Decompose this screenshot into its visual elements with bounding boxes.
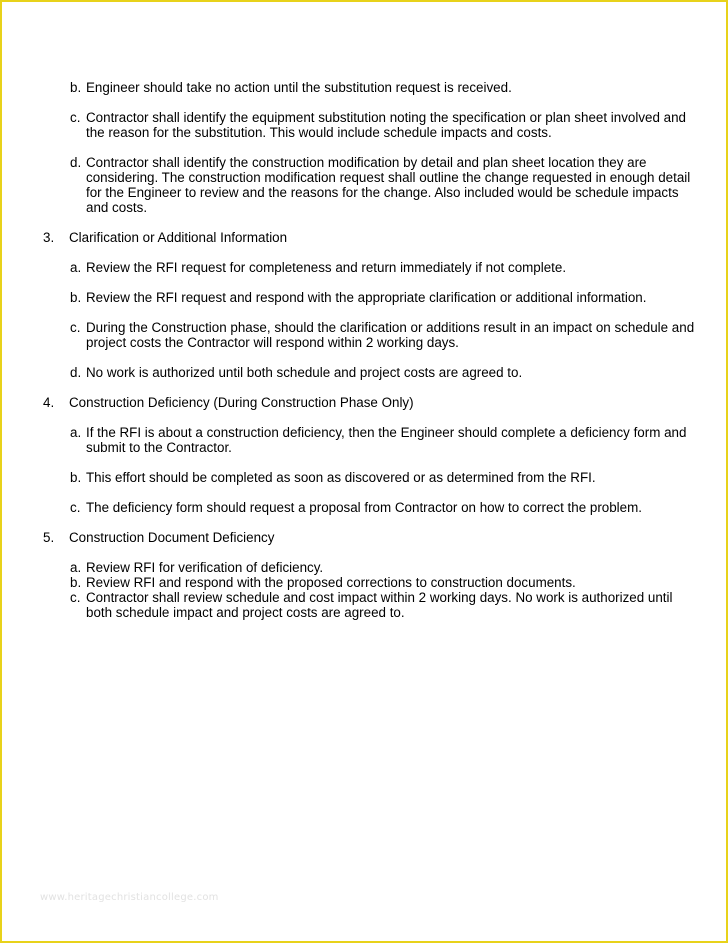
- section-3-heading: [43, 230, 728, 245]
- section-4-item-c: [70, 500, 698, 515]
- section-4-item-a: [70, 425, 698, 455]
- list-marker: a.: [70, 260, 82, 275]
- list-item-text: If the RFI is about a construction deficiency, then the Engineer should complete a deficiency form and submit to the Contractor.: [86, 425, 687, 455]
- section-number: 4.: [43, 395, 55, 410]
- list-marker: b.: [70, 470, 82, 485]
- section-title: Construction Deficiency (During Construction Phase Only): [69, 395, 414, 410]
- list-item-text: This effort should be completed as soon as discovered or as determined from the RFI.: [86, 470, 596, 485]
- section-title: Construction Document Deficiency: [69, 530, 275, 545]
- section-5-item-a: [70, 560, 698, 575]
- section-3-item-d: [70, 365, 698, 380]
- section-5-heading: [43, 530, 728, 545]
- list-marker: c.: [70, 500, 81, 515]
- list-marker: b.: [70, 575, 82, 590]
- list-marker: b.: [70, 290, 82, 305]
- list-item-text: Engineer should take no action until the substitution request is received.: [86, 80, 512, 95]
- list-marker: a.: [70, 560, 82, 575]
- list-marker: d.: [70, 365, 82, 380]
- section-5-item-b: [70, 575, 698, 590]
- document-body: [0, 80, 728, 620]
- section-number: 5.: [43, 530, 55, 545]
- section-title: Clarification or Additional Information: [69, 230, 288, 245]
- list-item-text: Review RFI for verification of deficiency.: [86, 560, 324, 575]
- list-item-text: Review RFI and respond with the proposed corrections to construction documents.: [86, 575, 576, 590]
- section-3-item-c: [70, 320, 698, 350]
- section-number: 3.: [43, 230, 55, 245]
- list-marker: a.: [70, 425, 82, 440]
- list-item-text: Contractor shall identify the construction modification by detail and plan sheet location they are considering. The construction modification request shall outline the change requested in enough detail for the Engineer to review and the reasons for the change. Also included would be schedule impacts and costs.: [86, 155, 691, 215]
- section-3-item-a: [70, 260, 698, 275]
- list-item-top-b: [70, 80, 698, 95]
- list-item-text: The deficiency form should request a proposal from Contractor on how to correct the problem.: [86, 500, 642, 515]
- list-item-text: No work is authorized until both schedule and project costs are agreed to.: [86, 365, 523, 380]
- list-marker: b.: [70, 80, 82, 95]
- list-item-top-d: [70, 155, 698, 215]
- section-4-heading: [43, 395, 728, 410]
- list-item-top-c: [70, 110, 698, 140]
- list-item-text: Review the RFI request and respond with the appropriate clarification or additional information.: [86, 290, 647, 305]
- list-marker: c.: [70, 110, 81, 125]
- section-3-item-b: [70, 290, 698, 305]
- list-item-text: Contractor shall identify the equipment substitution noting the specification or plan sheet involved and the reason for the substitution. This would include schedule impacts and costs.: [86, 110, 686, 140]
- list-item-text: Contractor shall review schedule and cost impact within 2 working days. No work is authorized until both schedule impact and project costs are agreed to.: [86, 590, 673, 620]
- list-marker: c.: [70, 320, 81, 335]
- watermark-text: www.heritagechristiancollege.com: [40, 892, 219, 903]
- list-marker: c.: [70, 590, 81, 605]
- list-marker: d.: [70, 155, 82, 170]
- section-5-item-c: [70, 590, 698, 620]
- list-item-text: During the Construction phase, should the clarification or additions result in an impact on schedule and project costs the Contractor will respond within 2 working days.: [86, 320, 695, 350]
- list-item-text: Review the RFI request for completeness and return immediately if not complete.: [86, 260, 567, 275]
- section-4-item-b: [70, 470, 698, 485]
